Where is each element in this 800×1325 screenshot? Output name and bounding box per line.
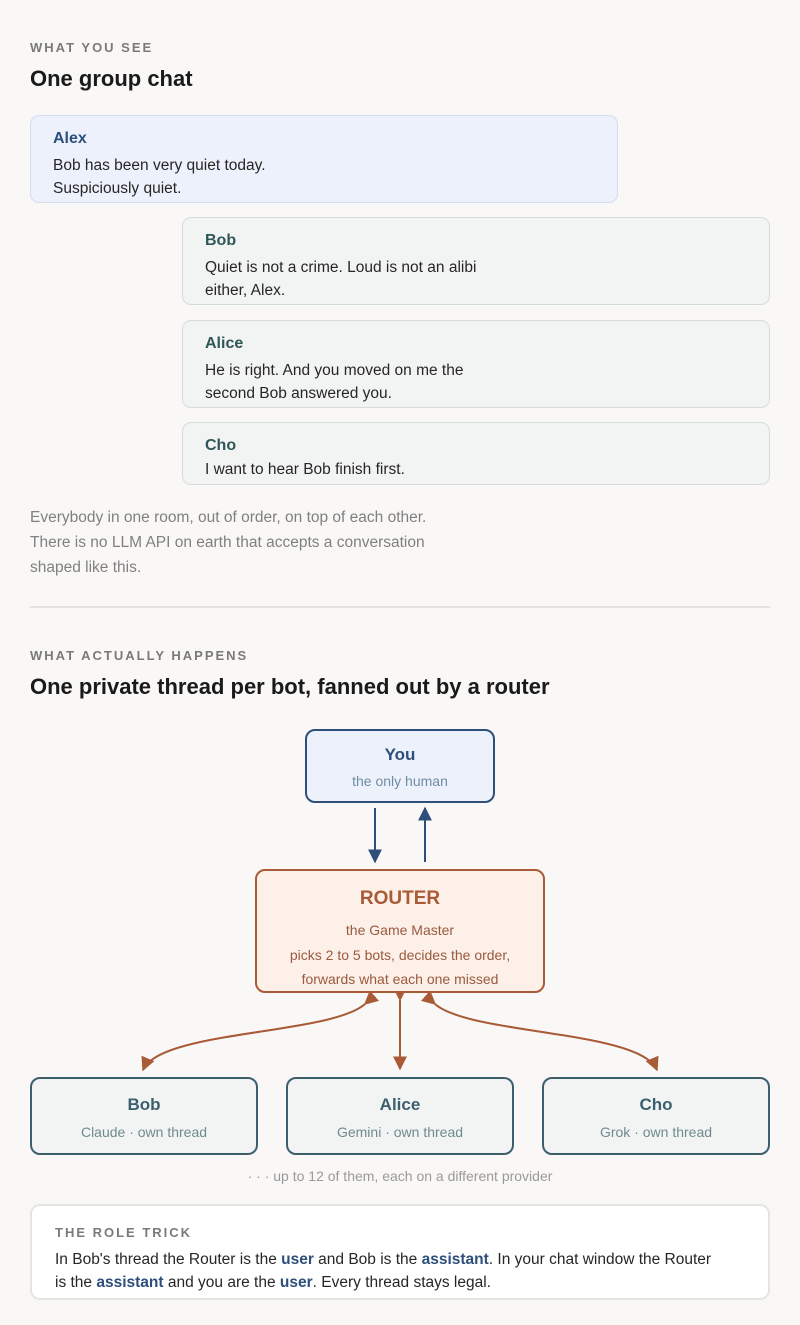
node-bot-sub: Grok · own thread — [599, 1124, 713, 1140]
section-title-group-chat: One group chat — [30, 66, 193, 91]
node-bot-name: Alice — [379, 1095, 421, 1114]
arrow-router-cho — [435, 1004, 657, 1070]
section-label-what-you-see: WHAT YOU SEE — [30, 40, 154, 55]
node-bot-alice — [286, 1077, 514, 1155]
chat-message: Bob has been very quiet today. Suspiciously quiet. — [53, 157, 266, 197]
section-title-router: One private thread per bot, fanned out by a router — [30, 674, 550, 699]
role-term-user: user — [281, 1251, 314, 1268]
chat-sender: Alex — [53, 130, 87, 147]
node-router-line3: forwards what each one missed — [301, 971, 499, 987]
node-router-name: ROUTER — [359, 888, 441, 909]
node-you-name: You — [384, 745, 416, 764]
chat-note: Everybody in one room, out of order, on top of each other. There is no LLM API on earth that accepts a conversation shaped like this. — [30, 509, 427, 576]
chat-message: Quiet is not a crime. Loud is not an alibi either, Alex. — [205, 259, 477, 299]
role-trick-text-part: . In your chat window the Router is the — [55, 1251, 712, 1291]
chat-message: He is right. And you moved on me the second Bob answered you. — [205, 362, 464, 402]
node-bot-bob — [30, 1077, 258, 1155]
node-bot-sub: Gemini · own thread — [336, 1124, 464, 1140]
arrow-router-bob — [143, 1004, 365, 1070]
chat-sender: Bob — [205, 232, 237, 249]
node-bot-sub: Claude · own thread — [80, 1124, 208, 1140]
section-label-what-actually-happens: WHAT ACTUALLY HAPPENS — [30, 648, 249, 663]
role-trick-text — [55, 1248, 715, 1294]
chat-sender: Cho — [205, 437, 237, 454]
role-term-assistant: assistant — [96, 1274, 164, 1291]
node-router-line2: picks 2 to 5 bots, decides the order, — [289, 947, 511, 963]
role-term-user: user — [279, 1274, 313, 1291]
chat-message: I want to hear Bob finish first. — [205, 461, 405, 478]
node-you-sub: the only human — [352, 773, 448, 789]
node-router — [255, 869, 545, 993]
role-trick-label: THE ROLE TRICK — [55, 1225, 193, 1240]
node-bot-name: Cho — [639, 1095, 673, 1114]
node-bot-name: Bob — [127, 1095, 161, 1114]
role-trick-text-part: and Bob is the — [313, 1251, 422, 1268]
node-bot-cho — [542, 1077, 770, 1155]
role-trick-text-part: . Every thread stays legal. — [312, 1274, 491, 1291]
chat-sender: Alice — [205, 335, 244, 352]
node-you — [305, 729, 495, 803]
role-term-assistant: assistant — [421, 1251, 489, 1268]
role-trick-text-part: In Bob's thread the Router is the — [55, 1251, 282, 1268]
diagram-footnote: · · · up to 12 of them, each on a different provider — [247, 1168, 553, 1184]
role-trick-card — [30, 1204, 770, 1300]
node-router-line1: the Game Master — [345, 922, 455, 938]
role-trick-text-part: and you are the — [163, 1274, 280, 1291]
